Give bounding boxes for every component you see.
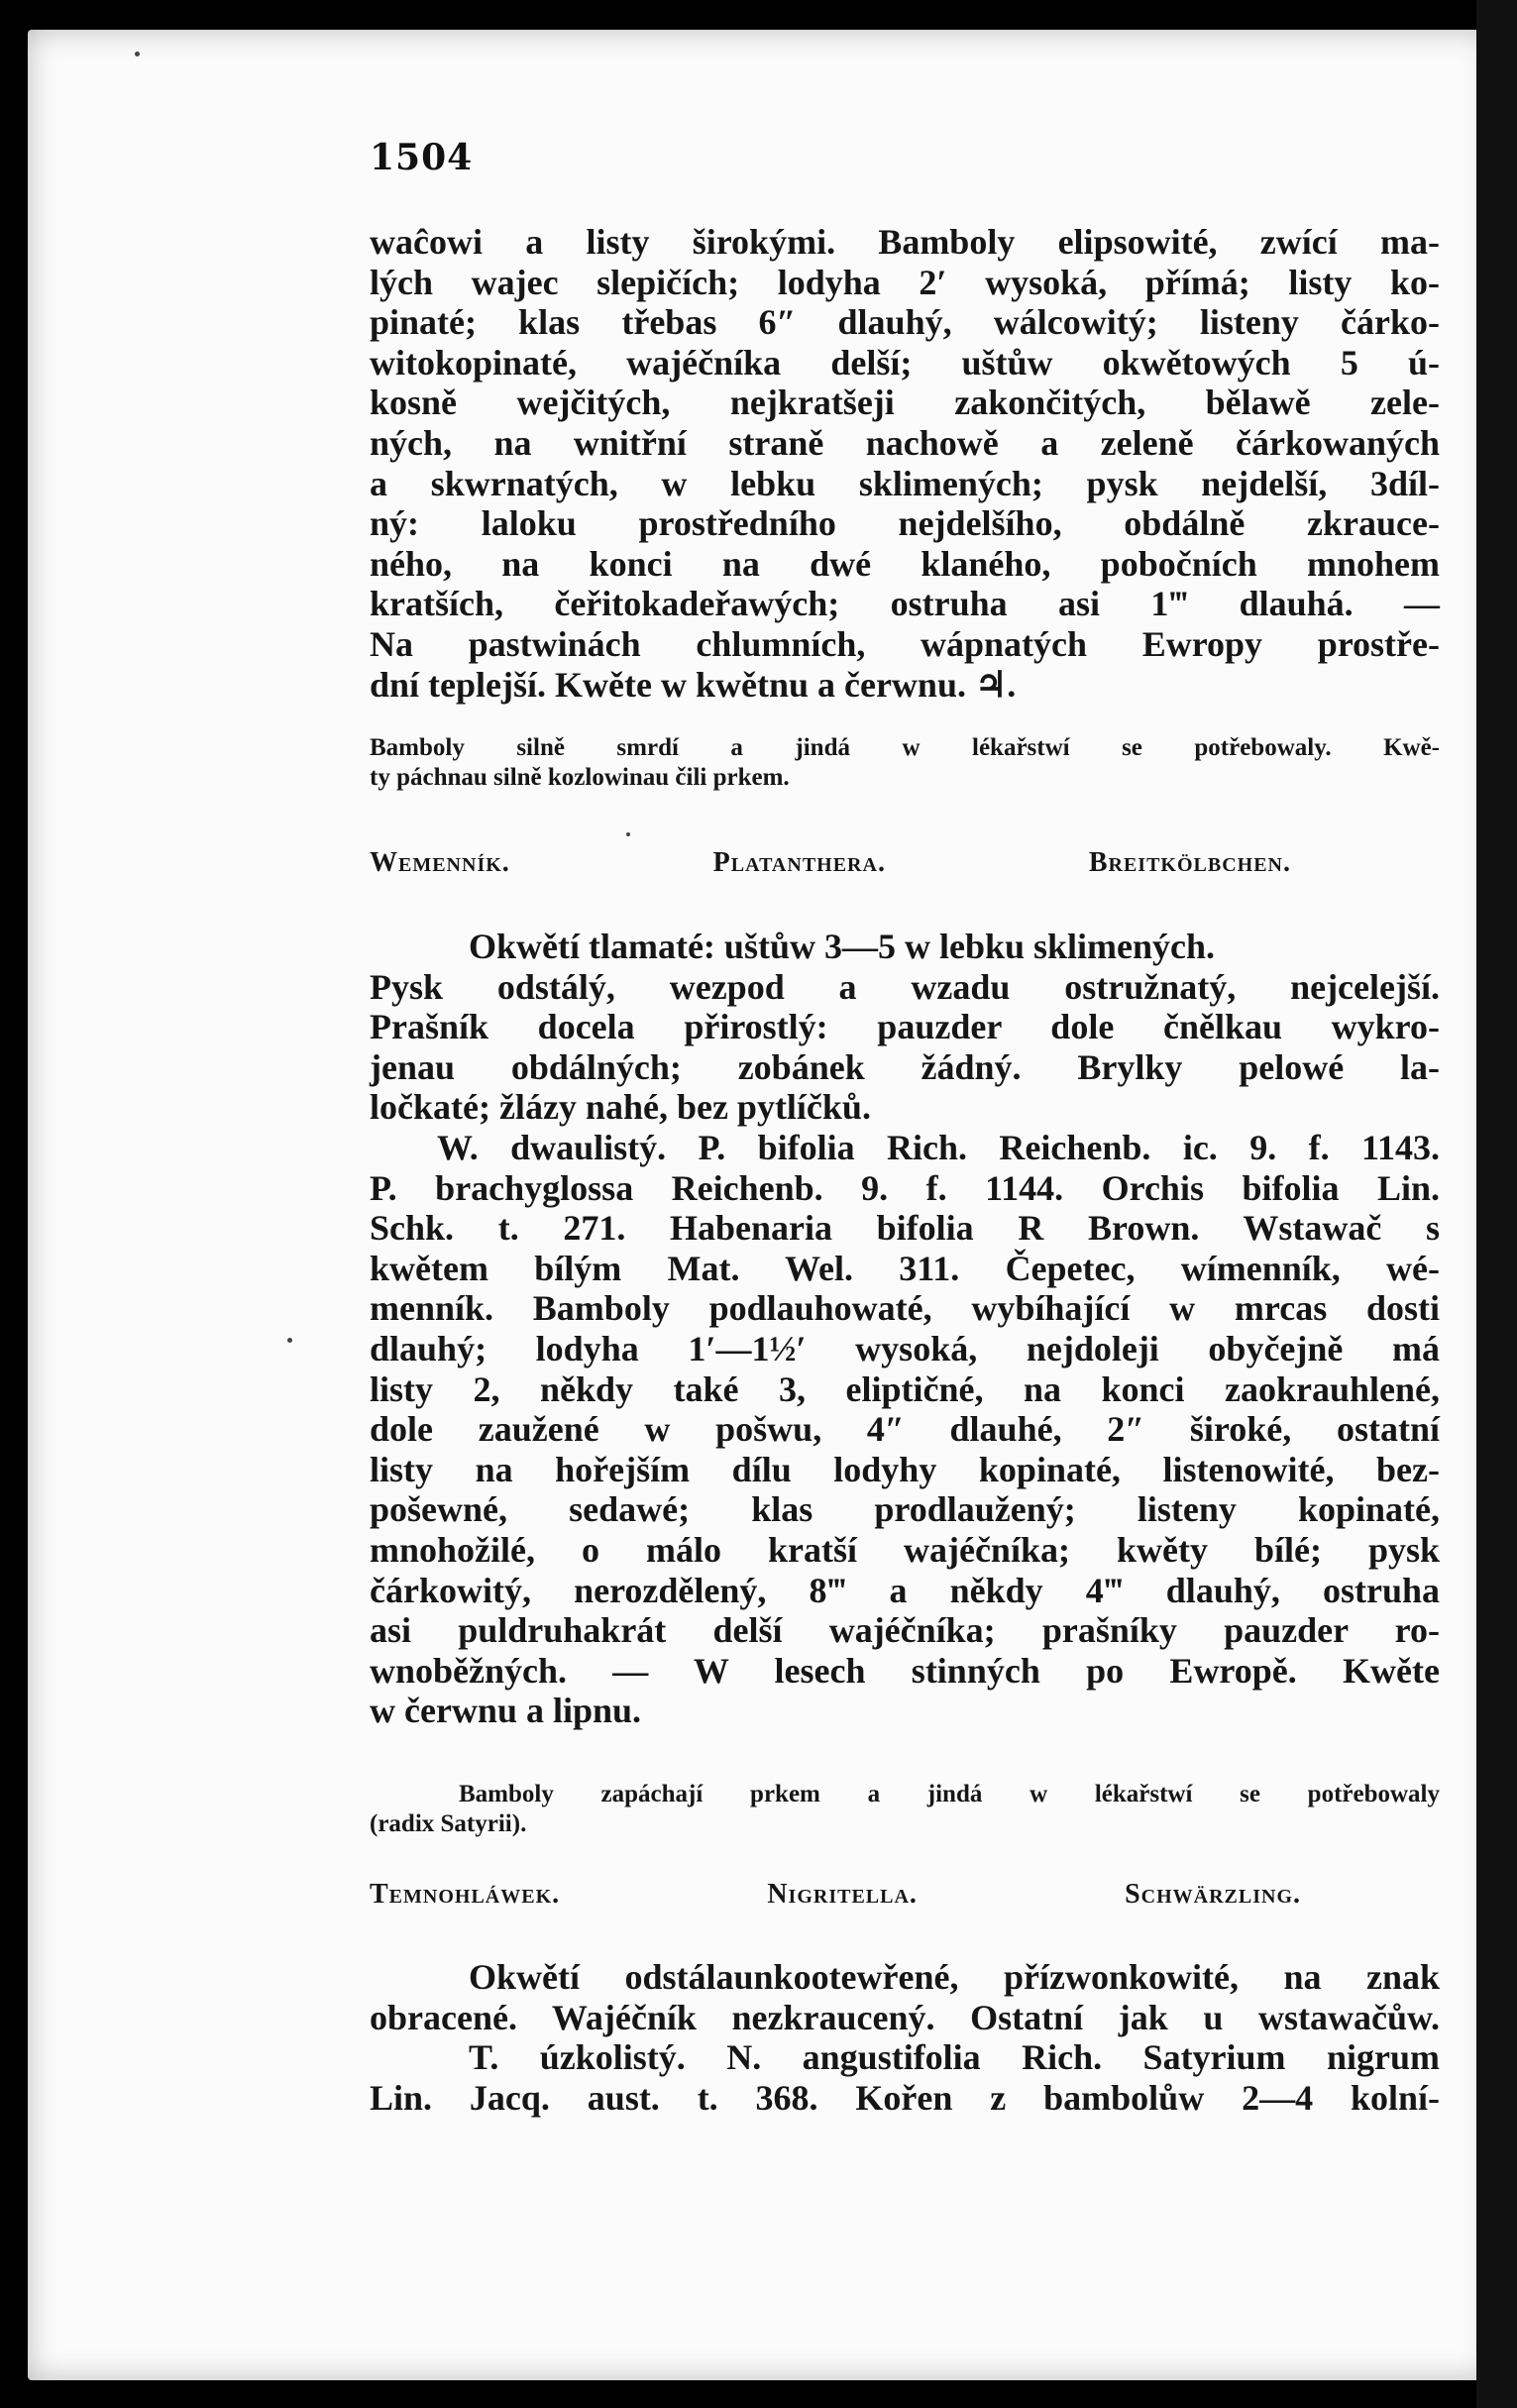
note-line: ty páchnau silně kozlowinau čili prkem. — [370, 764, 790, 791]
text-line: w čerwnu a lipnu. — [370, 1691, 642, 1731]
genus-name-german: Schwärzling. — [1125, 1879, 1301, 1910]
text-line: ný: laloku prostředního nejdelšího, obdálně zkrauce- — [370, 503, 1440, 544]
scan-speck — [626, 832, 630, 836]
text-line: listy 2, někdy také 3, eliptičné, na konci zaokrauhlené, — [370, 1368, 1440, 1409]
text-line: jenau obdálných; zobánek žádný. Brylky pelowé la- — [370, 1046, 1440, 1087]
text-line: pinaté; klas třebas 6″ dlauhý, wálcowitý; listeny čárko- — [370, 302, 1440, 343]
text-line: kratších, čeřitokadeřawých; ostruha asi 1‴ dlauhá. — — [370, 584, 1440, 624]
text-line: a skwrnatých, w lebku sklimených; pysk nejdelší, 3díl- — [370, 463, 1440, 503]
right-binding-edge — [1476, 0, 1517, 2408]
text-line: Lin. Jacq. aust. t. 368. Kořen z bambolůw 2—4 kolní- — [370, 2077, 1440, 2118]
note-line: Bamboly silně smrdí a jindá w lékařstwí se potřebowaly. Kwě- — [370, 734, 1440, 761]
genus-heading-nigritella — [370, 1879, 1301, 1911]
genus-name-czech: Wemenník. — [370, 847, 510, 878]
text-line: dlauhý; lodyha 1′—1½′ wysoká, nejdoleji obyčejně má — [370, 1328, 1440, 1368]
text-line: obracené. Wajéčník nezkraucený. Ostatní jak u wstawačůw. — [370, 1997, 1440, 2037]
text-line: menník. Bamboly podlauhowaté, wybíhající w mrcas dosti — [370, 1288, 1440, 1329]
note-line: Bamboly zapáchají prkem a jindá w lékařstwí se potřebowaly — [459, 1781, 1440, 1807]
text-block-middle — [370, 927, 1440, 1731]
text-line: kosně wejčitých, nejkratšeji zakončitých, bělawě zele- — [370, 383, 1440, 423]
footnote-top — [370, 733, 1440, 793]
genus-name-czech: Temnohláwek. — [370, 1879, 561, 1910]
text-line: kwětem bílým Mat. Wel. 311. Čepetec, wímenník, wé- — [370, 1248, 1440, 1288]
text-line: listy na hořejším dílu lodyhy kopinaté, listenowité, bez- — [370, 1449, 1440, 1489]
text-block-top — [370, 222, 1440, 705]
page-number: 1504 — [370, 137, 474, 178]
text-line: ločkaté; žlázy nahé, bez pytlíčků. — [370, 1087, 871, 1128]
text-line: waĉowi a listy širokými. Bamboly elipsowité, zwící ma- — [370, 222, 1440, 262]
text-line: čárkowitý, nerozdělený, 8‴ a někdy 4‴ dlauhý, ostruha — [370, 1570, 1440, 1610]
text-line: Okwětí odstálaunkootewřené, přízwonkowité, na znak — [469, 1957, 1440, 1997]
text-line: Schk. t. 271. Habenaria bifolia R Brown. Wstawač s — [370, 1208, 1440, 1249]
text-line: mnohožilé, o málo kratší wajéčníka; kwěty bílé; pysk — [370, 1529, 1440, 1570]
scan-speck — [287, 1338, 292, 1343]
genus-name-latin: Platanthera. — [712, 847, 886, 878]
text-line: wnoběžných. — W lesech stinných po Ewropě. Kwěte — [370, 1650, 1440, 1691]
text-line: Pysk odstálý, wezpod a wzadu ostružnatý, nejcelejší. — [370, 966, 1440, 1007]
text-block-bottom — [370, 1957, 1440, 2118]
text-line: lých wajec slepičích; lodyha 2′ wysoká, přímá; listy ko- — [370, 262, 1440, 302]
text-line: P. brachyglossa Reichenb. 9. f. 1144. Orchis bifolia Lin. — [370, 1167, 1440, 1208]
text-line: Na pastwinách chlumních, wápnatých Ewropy prostře- — [370, 623, 1440, 664]
text-line: T. úzkolistý. N. angustifolia Rich. Satyrium nigrum — [469, 2037, 1440, 2078]
text-line: ného, na konci na dwé klaného, pobočních mnohem — [370, 543, 1440, 584]
text-line: dní teplejší. Kwěte w kwětnu a čerwnu. ♃. — [370, 664, 1017, 705]
text-line: witokopinaté, wajéčníka delší; uštůw okwětowých 5 ú- — [370, 342, 1440, 383]
text-line: W. dwaulistý. P. bifolia Rich. Reichenb. ic. 9. f. 1143. — [437, 1127, 1440, 1167]
text-line: asi puldruhakrát delší wajéčníka; prašníky pauzder ro- — [370, 1610, 1440, 1651]
text-line: pošewné, sedawé; klas prodlaužený; listeny kopinaté, — [370, 1489, 1440, 1530]
scan-speck — [135, 52, 140, 56]
note-line: (radix Satyrii). — [370, 1810, 527, 1837]
text-line: ných, na wnitřní straně nachowě a zeleně čárkowaných — [370, 422, 1440, 463]
genus-name-latin: Nigritella. — [767, 1879, 918, 1910]
footnote-middle — [370, 1780, 1440, 1839]
genus-name-german: Breitkölbchen. — [1088, 847, 1291, 878]
text-line: Prašník docela přirostlý: pauzder dole čnělkau wykro- — [370, 1007, 1440, 1047]
genus-heading-platanthera — [370, 847, 1291, 879]
text-line: dole zaužené w pošwu, 4″ dlauhé, 2″ široké, ostatní — [370, 1409, 1440, 1450]
text-line: Okwětí tlamaté: uštůw 3—5 w lebku sklimených. — [469, 927, 1216, 966]
